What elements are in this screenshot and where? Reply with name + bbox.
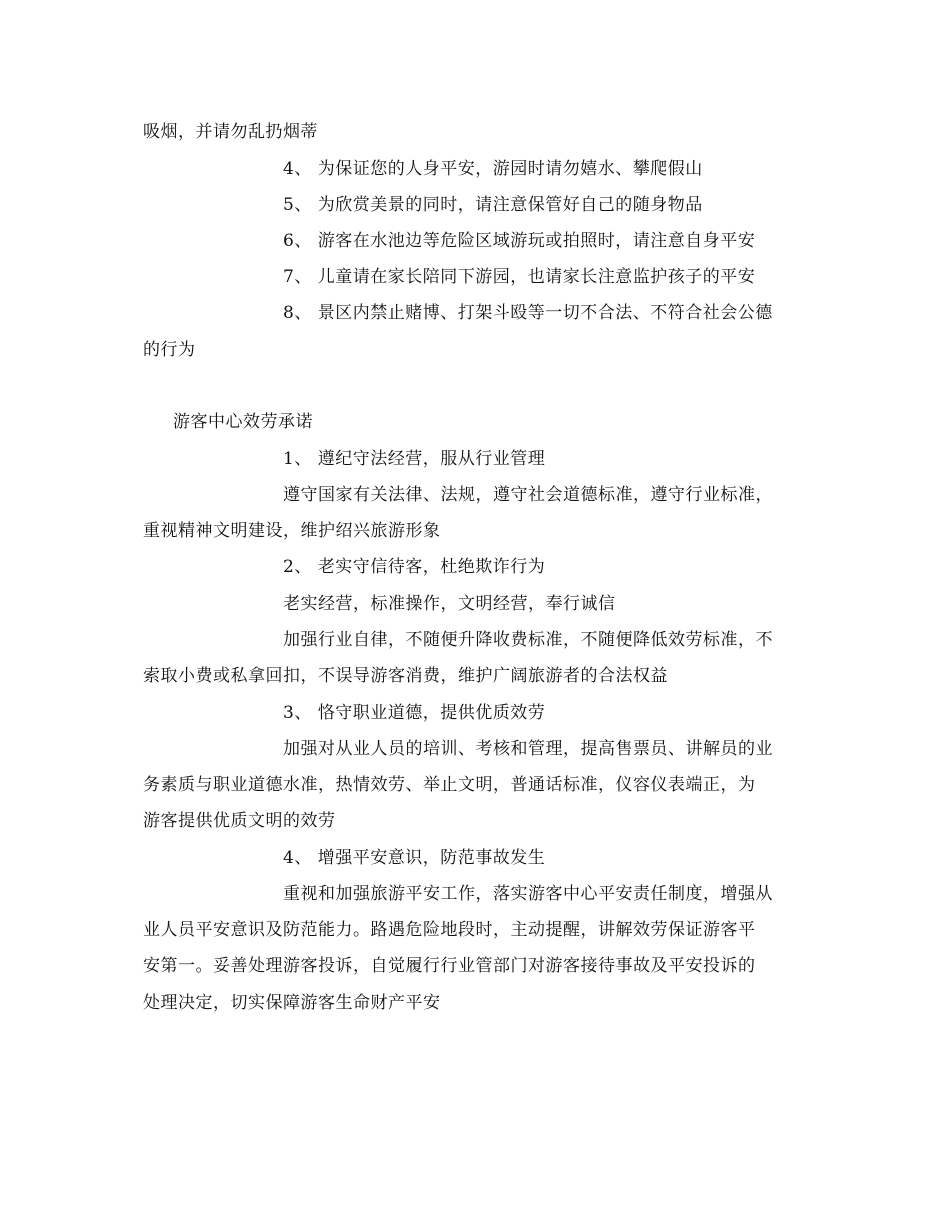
list-item: 7、 儿童请在家长陪同下游园，也请家长注意监护孩子的平安 <box>283 267 756 287</box>
paragraph-line: 安第一。妥善处理游客投诉，自觉履行行业管部门对游客接待事故及平安投诉的 <box>143 956 756 976</box>
paragraph-line: 处理决定，切实保障游客生命财产平安 <box>143 993 441 1013</box>
paragraph-line: 业人员平安意识及防范能力。路遇危险地段时，主动提醒，讲解效劳保证游客平 <box>143 920 756 940</box>
paragraph-line: 重视和加强旅游平安工作，落实游客中心平安责任制度，增强从 <box>283 884 773 904</box>
commitment-title: 4、 增强平安意识，防范事故发生 <box>283 848 546 868</box>
paragraph-line: 加强对从业人员的培训、考核和管理，提高售票员、讲解员的业 <box>283 739 773 759</box>
paragraph-line: 务素质与职业道德水准，热情效劳、举止文明，普通话标准，仪容仪表端正，为 <box>143 775 756 795</box>
list-item: 5、 为欣赏美景的同时，请注意保管好自己的随身物品 <box>283 195 703 215</box>
text-line: 的行为 <box>143 340 196 360</box>
commitment-title: 2、 老实守信待客，杜绝欺诈行为 <box>283 557 546 577</box>
list-item: 4、 为保证您的人身平安，游园时请勿嬉水、攀爬假山 <box>283 159 703 179</box>
text-line: 吸烟，并请勿乱扔烟蒂 <box>143 122 318 142</box>
paragraph-line: 加强行业自律，不随便升降收费标准，不随便降低效劳标准，不 <box>283 630 773 650</box>
paragraph-line: 遵守国家有关法律、法规，遵守社会道德标准，遵守行业标准， <box>283 485 773 505</box>
list-item: 8、 景区内禁止赌博、打架斗殴等一切不合法、不符合社会公德 <box>283 303 773 323</box>
paragraph-line: 游客提供优质文明的效劳 <box>143 811 336 831</box>
paragraph-line: 重视精神文明建设，维护绍兴旅游形象 <box>143 521 441 541</box>
commitment-title: 1、 遵纪守法经营，服从行业管理 <box>283 449 546 469</box>
paragraph-line: 老实经营，标准操作，文明经营，奉行诚信 <box>283 594 616 614</box>
list-item: 6、 游客在水池边等危险区域游玩或拍照时，请注意自身平安 <box>283 231 756 251</box>
section-heading: 游客中心效劳承诺 <box>173 412 313 432</box>
paragraph-line: 索取小费或私拿回扣，不误导游客消费，维护广阔旅游者的合法权益 <box>143 666 668 686</box>
commitment-title: 3、 恪守职业道德，提供优质效劳 <box>283 703 546 723</box>
